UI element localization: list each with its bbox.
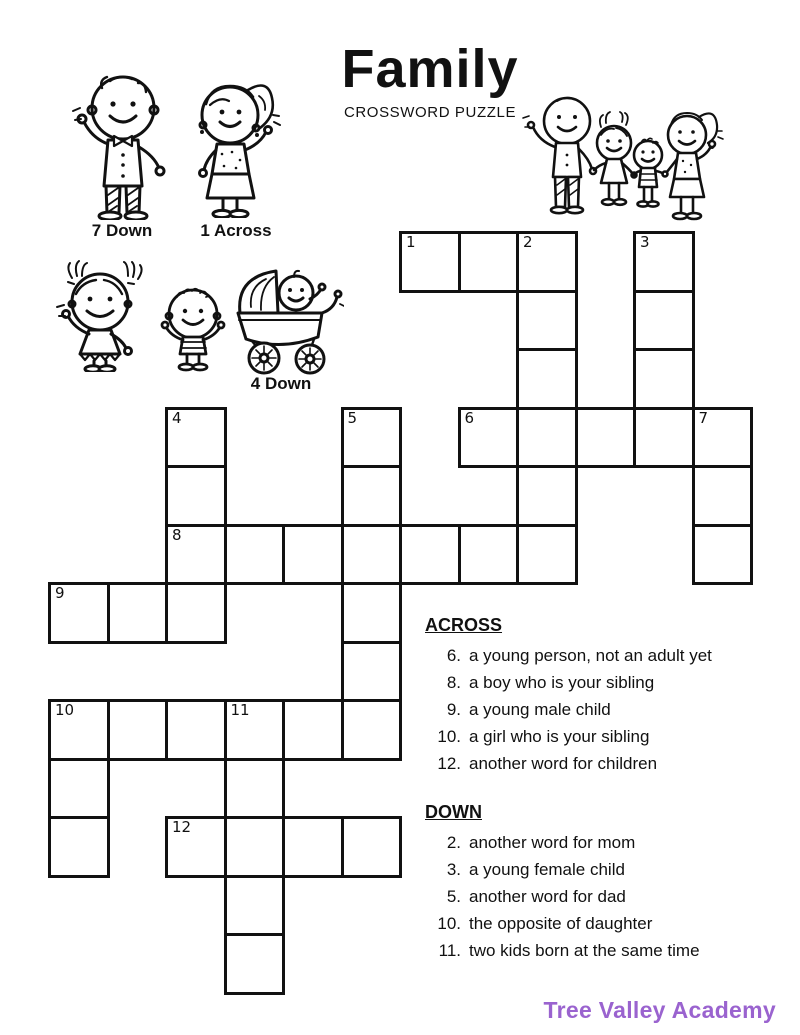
grid-cell[interactable] xyxy=(224,875,286,937)
grid-cell[interactable] xyxy=(224,758,286,820)
clue-item xyxy=(425,696,785,723)
across-clues-list xyxy=(425,642,785,777)
grid-cell[interactable] xyxy=(516,231,578,293)
clue-number: 9. xyxy=(446,700,461,719)
clue-item xyxy=(425,750,785,777)
grid-cell[interactable] xyxy=(341,816,403,878)
page-title: Family xyxy=(341,39,519,99)
grid-cell[interactable] xyxy=(282,816,344,878)
grid-cell-number: 8 xyxy=(172,525,182,544)
down-heading: DOWN xyxy=(425,802,482,822)
clue-item xyxy=(425,642,785,669)
brand-footer: Tree Valley Academy xyxy=(543,997,776,1023)
grid-cell[interactable] xyxy=(224,816,286,878)
grid-cell[interactable] xyxy=(692,407,754,469)
grid-cell[interactable] xyxy=(341,699,403,761)
clue-text: a young female child xyxy=(469,860,625,879)
grid-cell[interactable] xyxy=(516,465,578,527)
grid-cell[interactable] xyxy=(224,524,286,586)
grid-cell[interactable] xyxy=(633,290,695,352)
pram-picture-clue-label: 4 Down xyxy=(250,374,312,393)
across-heading: ACROSS xyxy=(425,615,503,635)
clue-item xyxy=(425,723,785,750)
grid-cell-number: 7 xyxy=(698,408,709,427)
grid-cell-number: 3 xyxy=(640,233,650,251)
clue-number: 2. xyxy=(446,833,461,852)
clue-item xyxy=(425,937,785,964)
clue-text: another word for children xyxy=(469,754,658,773)
grid-cell[interactable] xyxy=(165,465,227,527)
grid-cell[interactable] xyxy=(575,407,637,469)
grid-cell-number: 1 xyxy=(406,233,416,251)
clue-text: a boy who is your sibling xyxy=(469,673,655,692)
grid-cell[interactable] xyxy=(107,582,169,644)
grid-cell-number: 6 xyxy=(464,408,475,427)
clue-number: 11. xyxy=(438,941,461,960)
grid-cell[interactable] xyxy=(165,524,227,586)
grid-cell[interactable] xyxy=(107,699,169,761)
grid-cell[interactable] xyxy=(165,699,227,761)
clue-number: 12. xyxy=(437,754,461,773)
grid-cell[interactable] xyxy=(516,348,578,410)
grid-cell[interactable] xyxy=(516,524,578,586)
clue-text: a girl who is your sibling xyxy=(469,727,650,746)
clue-text: another word for dad xyxy=(469,887,626,906)
grid-cell[interactable] xyxy=(165,816,227,878)
grid-cell[interactable] xyxy=(165,582,227,644)
grid-cell[interactable] xyxy=(692,524,754,586)
grid-cell[interactable] xyxy=(282,699,344,761)
grid-cell-number: 12 xyxy=(172,818,192,836)
grid-cell[interactable] xyxy=(516,407,578,469)
grid-cell-number: 11 xyxy=(230,701,250,719)
clue-number: 3. xyxy=(446,860,461,879)
grid-cell[interactable] xyxy=(224,933,286,995)
clue-item xyxy=(425,856,785,883)
dad-picture-clue-label: 7 Down xyxy=(91,221,153,240)
grid-cell[interactable] xyxy=(458,231,520,293)
clue-number: 8. xyxy=(446,673,461,692)
grid-cell[interactable] xyxy=(48,582,110,644)
grid-cell[interactable] xyxy=(48,816,110,878)
grid-cell-number: 9 xyxy=(55,584,65,602)
clue-number: 10. xyxy=(437,727,461,746)
grid-cell[interactable] xyxy=(341,465,403,527)
clue-number: 10. xyxy=(437,914,461,933)
clue-text: a young male child xyxy=(469,700,611,719)
clue-item xyxy=(425,669,785,696)
grid-cell[interactable] xyxy=(633,231,695,293)
clue-item xyxy=(425,883,785,910)
grid-cell[interactable] xyxy=(458,407,520,469)
clue-text: two kids born at the same time xyxy=(469,941,700,960)
clue-number: 5. xyxy=(446,887,461,906)
clue-item xyxy=(425,910,785,937)
grid-cell[interactable] xyxy=(399,524,461,586)
across-clues-section xyxy=(425,615,785,777)
grid-cell-number: 2 xyxy=(523,233,533,251)
clue-text: a young person, not an adult yet xyxy=(469,646,712,665)
clue-text: the opposite of daughter xyxy=(469,914,653,933)
grid-cell[interactable] xyxy=(692,465,754,527)
grid-cell[interactable] xyxy=(341,524,403,586)
grid-cell[interactable] xyxy=(633,407,695,469)
clue-item xyxy=(425,829,785,856)
down-clues-list xyxy=(425,829,785,964)
clue-number: 6. xyxy=(446,646,461,665)
grid-cell-number: 4 xyxy=(172,408,182,427)
mom-picture-clue-label: 1 Across xyxy=(200,221,272,240)
grid-cell[interactable] xyxy=(399,231,461,293)
grid-cell[interactable] xyxy=(633,348,695,410)
down-clues-section xyxy=(425,802,785,964)
grid-cell[interactable] xyxy=(516,290,578,352)
clue-text: another word for mom xyxy=(469,833,636,852)
grid-cell[interactable] xyxy=(282,524,344,586)
grid-cell[interactable] xyxy=(341,407,403,469)
grid-cell-number: 5 xyxy=(347,408,358,427)
grid-cell[interactable] xyxy=(224,699,286,761)
grid-cell[interactable] xyxy=(165,407,227,469)
grid-cell[interactable] xyxy=(341,641,403,703)
grid-cell[interactable] xyxy=(458,524,520,586)
grid-cell-number: 10 xyxy=(55,701,75,719)
grid-cell[interactable] xyxy=(341,582,403,644)
page-subtitle: CROSSWORD PUZZLE xyxy=(343,104,517,121)
grid-cell[interactable] xyxy=(48,758,110,820)
grid-cell[interactable] xyxy=(48,699,110,761)
